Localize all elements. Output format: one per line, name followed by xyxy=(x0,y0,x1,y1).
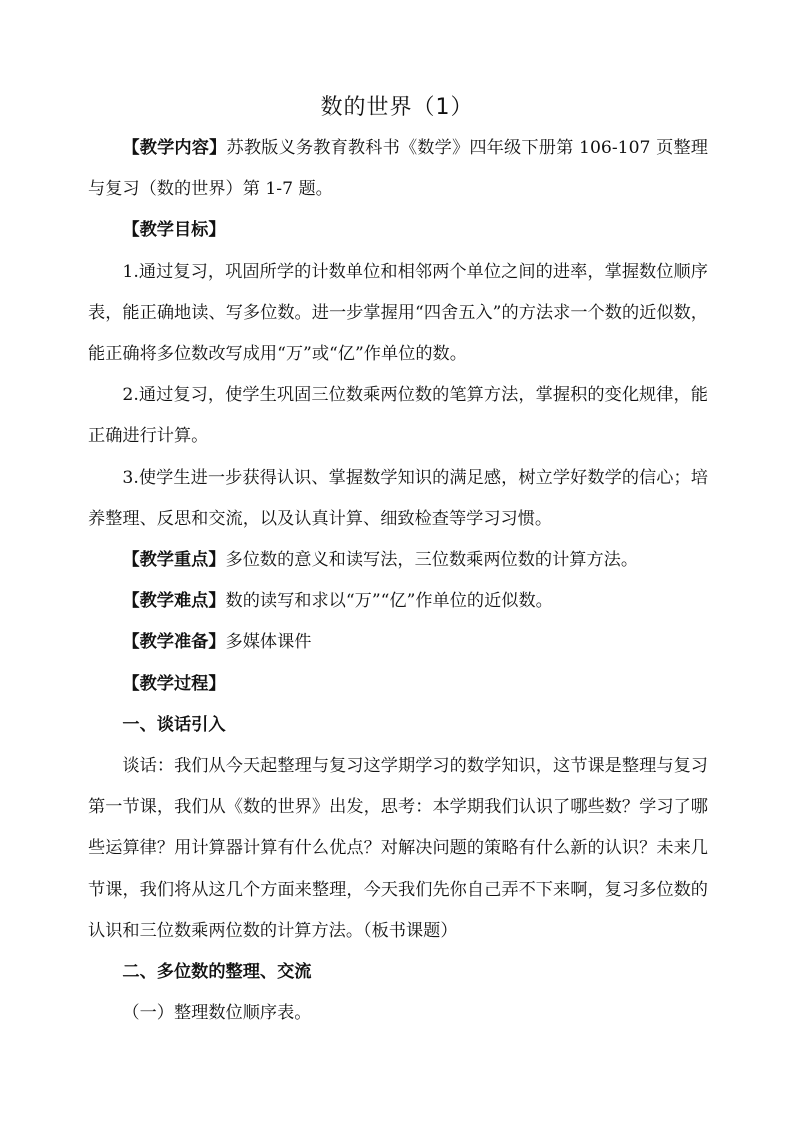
preparation-label: 【教学准备】 xyxy=(122,632,226,653)
preparation-paragraph xyxy=(88,622,708,663)
teaching-content-text: 苏教版义务教育教科书《数学》四年级下册第 106-107 页整理与复习（数的世界）第 1-7 题。 xyxy=(88,138,708,200)
process-label: 【教学过程】 xyxy=(122,673,226,694)
key-points-text: 多位数的意义和读写法，三位数乘两位数的计算方法。 xyxy=(225,550,639,571)
teaching-goals-label: 【教学目标】 xyxy=(122,220,226,241)
goal-item-2: 2.通过复习，使学生巩固三位数乘两位数的笔算方法，掌握积的变化规律，能正确进行计算。 xyxy=(88,385,708,447)
key-points-paragraph xyxy=(88,540,708,581)
section2-heading-text: 二、多位数的整理、交流 xyxy=(122,962,312,983)
goal-item-3: 3.使学生进一步获得认识、掌握数学知识的满足感，树立学好数学的信心；培养整理、反思和交流，以及认真计算、细致检查等学习习惯。 xyxy=(88,467,708,529)
section2-heading xyxy=(88,952,708,993)
document-body xyxy=(88,128,708,1034)
teaching-content-label: 【教学内容】 xyxy=(122,138,227,158)
document-title: 数的世界（1） xyxy=(320,95,474,120)
teaching-goals-heading xyxy=(88,210,708,251)
process-heading xyxy=(88,664,708,705)
difficulties-label: 【教学难点】 xyxy=(122,591,226,612)
section1-heading xyxy=(88,705,708,746)
difficulties-paragraph xyxy=(88,581,708,622)
goal-item-1: 1.通过复习，巩固所学的计数单位和相邻两个单位之间的进率，掌握数位顺序表，能正确地读、写多位数。进一步掌握用“四舍五入”的方法求一个数的近似数，能正确将多位数改写成用“万”或“亿”作单位的数。 xyxy=(88,261,708,365)
difficulties-text: 数的读写和求以“万”“亿”作单位的近似数。 xyxy=(225,591,553,612)
key-points-label: 【教学重点】 xyxy=(122,550,226,571)
teaching-content-paragraph xyxy=(88,128,708,210)
section1-heading-text: 一、谈话引入 xyxy=(122,714,226,735)
section1-paragraph: 谈话：我们从今天起整理与复习这学期学习的数学知识，这节课是整理与复习第一节课，我们从《数的世界》出发，思考：本学期我们认识了哪些数？学习了哪些运算律？用计算器计算有什么优点？对解决问题的策略有什么新的认识？未来几节课，我们将从这几个方面来整理，今天我们先你自己弄不下来啊，复习多位数的认识和三位数乘两位数的计算方法。（板书课题） xyxy=(88,756,708,941)
section2-sub1: （一）整理数位顺序表。 xyxy=(122,1003,312,1024)
preparation-text: 多媒体课件 xyxy=(225,632,312,653)
